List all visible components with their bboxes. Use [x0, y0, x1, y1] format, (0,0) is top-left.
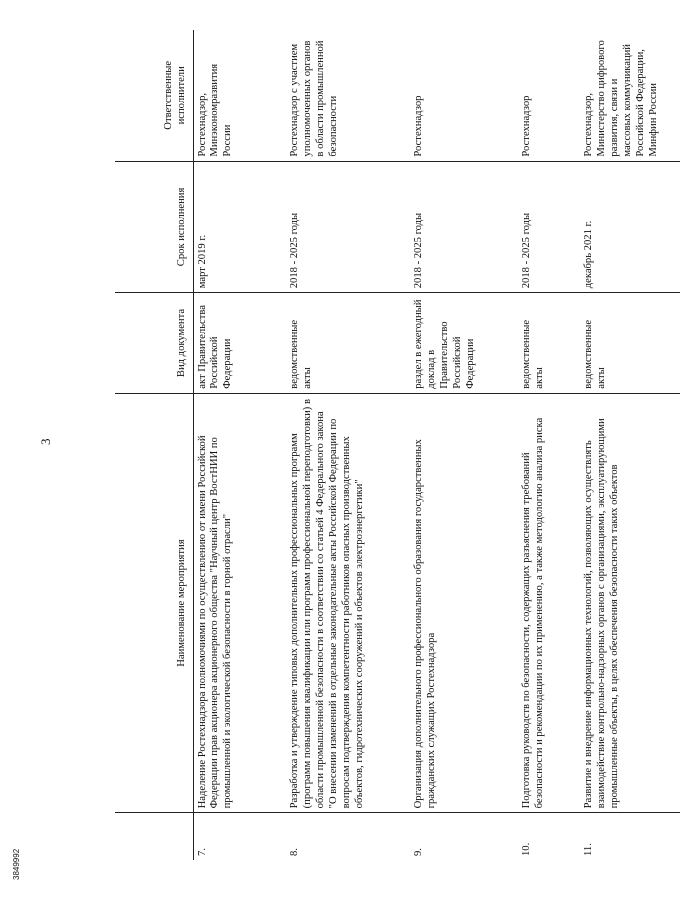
row-name: Организация дополнительного профессионального образования государственных гражданских служащих Ростехнадзора	[410, 393, 518, 813]
row-term: март 2019 г.	[193, 161, 286, 293]
row-term: 2018 - 2025 годы	[518, 161, 580, 293]
row-kind: ведомственные акты	[580, 293, 680, 393]
row-responsible: Ростехнадзор	[518, 30, 580, 161]
rotated-table-container	[115, 30, 659, 860]
row-term: декабрь 2021 г.	[580, 161, 680, 293]
row-kind: ведомственные акты	[286, 293, 410, 393]
measures-table	[115, 30, 680, 860]
header-number	[115, 813, 193, 860]
table-row	[286, 30, 410, 860]
row-kind: раздел в ежегодный доклад в Правительство Российской Федерации	[410, 293, 518, 393]
row-term: 2018 - 2025 годы	[286, 161, 410, 293]
row-name: Наделение Ростехнадзора полномочиями по осуществлению от имени Российской Федерации прав акционера акционерного общества "Научный центр ВостНИИ по промышленной и экологической безопасности в горной отрасли"	[193, 393, 286, 813]
table-row	[518, 30, 580, 860]
table-row	[580, 30, 680, 860]
row-number: 8.	[289, 848, 300, 856]
row-name: Подготовка руководств по безопасности, содержащих разъяснения требований безопасности и рекомендации по их применению, а также методологию анализа риска	[518, 393, 580, 813]
row-number: 11.	[583, 843, 594, 856]
row-number: 9.	[413, 848, 424, 856]
table-row	[410, 30, 518, 860]
row-responsible: Ростехнадзор	[410, 30, 518, 161]
row-kind: акт Правительства Российской Федерации	[193, 293, 286, 393]
header-name: Наименование мероприятия	[115, 393, 193, 813]
table-row	[193, 30, 286, 860]
document-code: 3849992	[12, 848, 21, 880]
row-number: 10.	[521, 842, 532, 856]
row-responsible: Ростехнадзор, Министерство цифрового развития, связи и массовых коммуникаций Российской Федерации, Минфин России	[580, 30, 680, 161]
row-kind: ведомственные акты	[518, 293, 580, 393]
row-number: 7.	[196, 848, 208, 856]
row-responsible: Ростехнадзор, Минэкономразвития России	[193, 30, 286, 161]
row-name: Разработка и утверждение типовых дополнительных профессиональных программ (программ повышения квалификации или программ профессиональной переподготовки) в области промышленной безопасности в соответствии со статьей 4 Федерального закона "О внесении изменений в отдельные законодательные акты Российской Федерации по вопросам подтверждения компетентности работников опасных производственных объектов, гидротехнических сооружений и объектов электроэнергетики"	[286, 393, 410, 813]
row-name: Развитие и внедрение информационных технологий, позволяющих осуществлять взаимодействие контрольно-надзорных органов с организациями, эксплуатирующими промышленные объекты, в целях обеспечения безопасности таких объектов	[580, 393, 680, 813]
table-header-row	[115, 30, 193, 860]
row-responsible: Ростехнадзор с участием уполномоченных органов в области промышленной безопасности	[286, 30, 410, 161]
header-kind: Вид документа	[115, 293, 193, 393]
header-term: Срок исполнения	[115, 161, 193, 293]
row-term: 2018 - 2025 годы	[410, 161, 518, 293]
page-number: 3	[38, 438, 53, 445]
header-responsible: Ответственные исполнители	[115, 30, 193, 161]
